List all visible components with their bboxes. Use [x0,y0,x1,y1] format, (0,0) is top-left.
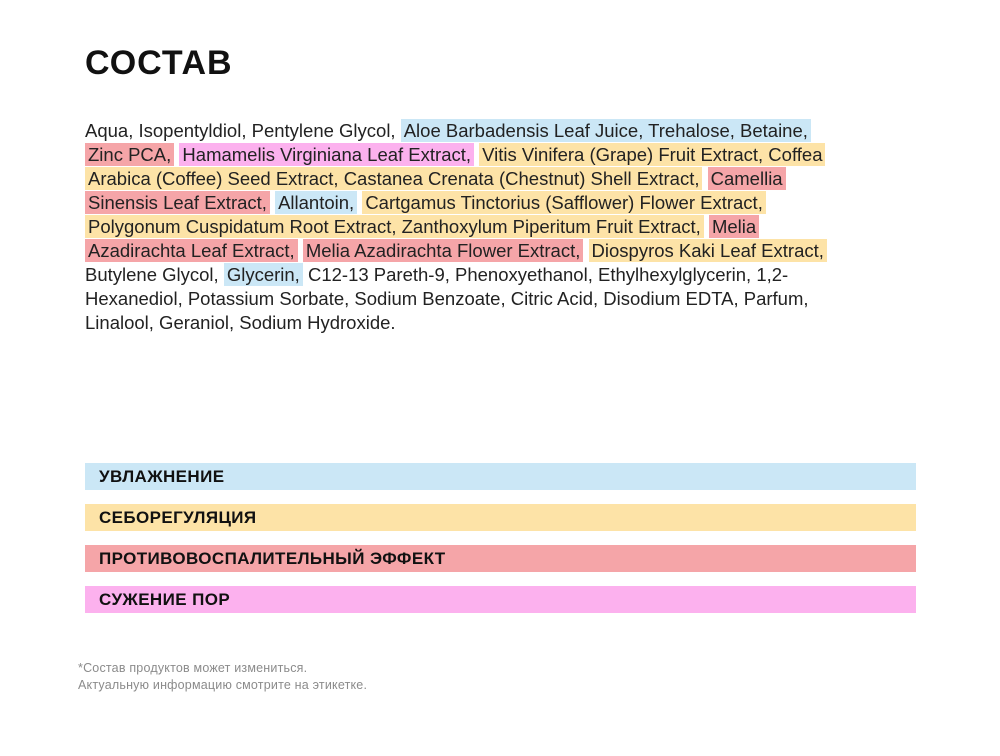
footnote-line: *Состав продуктов может измениться. [78,661,308,675]
ingredient-highlight-pore_tightening: Hamamelis Virginiana Leaf Extract, [179,143,474,166]
legend-label: СУЖЕНИЕ ПОР [99,589,231,609]
ingredient-highlight-sebum_regulation: Polygonum Cuspidatum Root Extract, Zanthoxylum Piperitum Fruit Extract, [85,215,704,238]
legend-item-pore_tightening [85,586,916,613]
ingredients-line [85,311,925,335]
legend-item-moisturizing [85,463,916,490]
ingredients-line [85,287,925,311]
ingredient-highlight-anti_inflammatory: Sinensis Leaf Extract, [85,191,270,214]
ingredient-highlight-anti_inflammatory: Azadirachta Leaf Extract, [85,239,298,262]
ingredients-line [85,143,925,167]
ingredient-text [583,240,588,261]
ingredient-highlight-moisturizing: Allantoin, [275,191,357,214]
legend-item-anti_inflammatory [85,545,916,572]
ingredients-line [85,215,925,239]
ingredient-highlight-moisturizing: Aloe Barbadensis Leaf Juice, Trehalose, Betaine, [401,119,811,142]
legend-label: УВЛАЖНЕНИЕ [99,466,225,486]
ingredient-text: Aqua, Isopentyldiol, Pentylene Glycol, [85,120,401,141]
ingredient-highlight-anti_inflammatory: Camellia [708,167,786,190]
ingredients-paragraph [85,119,925,335]
ingredient-text: Linalool, Geraniol, Sodium Hydroxide. [85,312,396,333]
legend [85,463,925,613]
ingredient-highlight-moisturizing: Glycerin, [224,263,303,286]
ingredients-line [85,239,925,263]
legend-label: СЕБОРЕГУЛЯЦИЯ [99,507,257,527]
legend-label: ПРОТИВОВОСПАЛИТЕЛЬНЫЙ ЭФФЕКТ [99,548,446,568]
ingredient-text: Hexanediol, Potassium Sorbate, Sodium Benzoate, Citric Acid, Disodium EDTA, Parfum, [85,288,809,309]
footnote [78,660,367,694]
page-title: СОСТАВ [85,44,233,82]
ingredient-highlight-anti_inflammatory: Melia [709,215,759,238]
ingredient-highlight-anti_inflammatory: Melia Azadirachta Flower Extract, [303,239,584,262]
ingredients-line [85,191,925,215]
ingredient-text: Butylene Glycol, [85,264,224,285]
ingredient-text: C12-13 Pareth-9, Phenoxyethanol, Ethylhexylglycerin, 1,2- [302,264,789,285]
ingredient-highlight-sebum_regulation: Vitis Vinifera (Grape) Fruit Extract, Coffea [479,143,825,166]
ingredients-line [85,263,925,287]
ingredient-highlight-anti_inflammatory: Zinc PCA, [85,143,174,166]
main-content [85,44,925,627]
ingredient-text [702,168,707,189]
legend-item-sebum_regulation [85,504,916,531]
ingredient-highlight-sebum_regulation: Arabica (Coffee) Seed Extract, Castanea Crenata (Chestnut) Shell Extract, [85,167,702,190]
ingredient-highlight-sebum_regulation: Diospyros Kaki Leaf Extract, [589,239,827,262]
ingredients-line [85,167,925,191]
ingredient-highlight-sebum_regulation: Cartgamus Tinctorius (Safflower) Flower Extract, [362,191,766,214]
ingredients-line [85,119,925,143]
footnote-line: Актуальную информацию смотрите на этикетке. [78,678,368,692]
